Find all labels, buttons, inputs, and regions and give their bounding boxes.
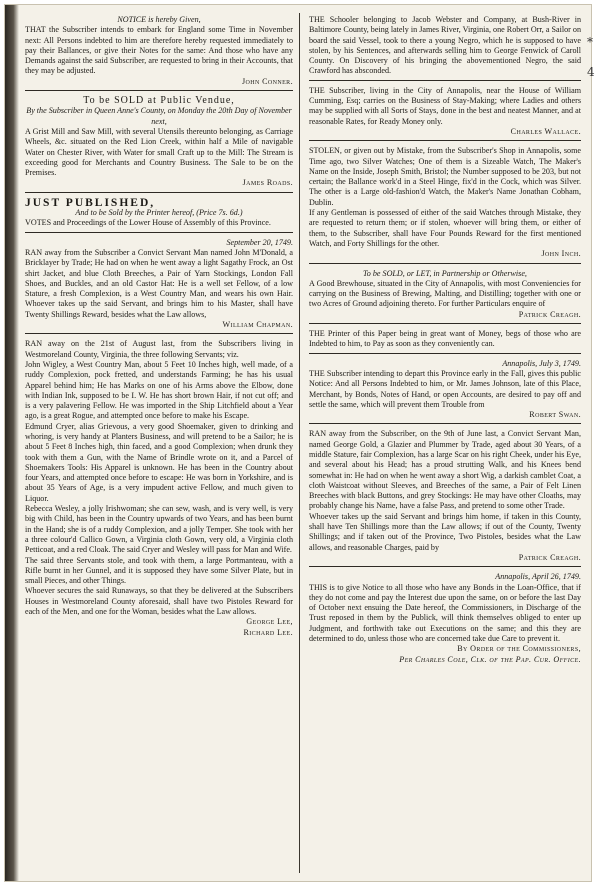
right-column <box>309 13 581 671</box>
margin-mark: 4 <box>587 65 595 79</box>
runaway-ad-mcdonald <box>25 236 293 335</box>
mill-sale-ad <box>25 94 293 193</box>
ad-headline: JUST PUBLISHED, <box>25 196 156 209</box>
ad-subtitle: By the Subscriber in Queen Anne's County, on Monday the 20th Day of November next, <box>26 106 292 126</box>
ad-date: Annapolis, April 26, 1749. <box>495 572 581 582</box>
ad-signature: Charles Wallace. <box>510 126 581 136</box>
column-divider <box>299 13 300 873</box>
runaway-ad-virginia <box>25 337 293 641</box>
ad-body: Whoever takes up the said Servant and brings him home, if taken in this County, shall have Ten Shillings more than the Law allows; if out of the County, Twenty Shillings; and if taken out of the Province, Two Pistoles, besides what the Law allows, and reasonable Charges, paid by <box>309 511 581 552</box>
publication-ad <box>25 196 293 233</box>
page-binding-edge <box>5 5 19 881</box>
ad-body: STOLEN, or given out by Mistake, from the Subscriber's Shop in Annapolis, some Time ago, two Silver Watches; One of them is a Sizeable Watch, The Maker's Name on the Inside, Joseph Smith, Bristol; the Number supposed to be 203, but not certain; the Ballance work'd in a Steel Hinge, fix'd in the Cock, which was Silver. The other is a Large old-fashion'd Watch, the Maker's Name Jonathan Cobham, Dublin. <box>309 146 581 207</box>
ad-signature: John Inch. <box>541 249 581 259</box>
ad-signature: By Order of the Commissioners, <box>457 644 581 654</box>
printer-notice-ad <box>309 327 581 354</box>
ad-signature: George Lee, <box>246 617 293 627</box>
departure-notice-ad <box>309 357 581 425</box>
ad-signature: James Roads. <box>242 178 293 188</box>
ad-body: THE Schooler belonging to Jacob Webster and Company, at Bush-River in Baltimore County, being lately in James River, Virginia, one Robert Orr, a Sailor on board the said Vessel, took to there a young Negro, which he is supposed to have stolen, by his Sentences, and afterwards selling him to George Fenwick of Caroll County. On Discovery of his bringing the abovementioned Negro, the said Crawford has absconded. <box>309 15 581 76</box>
ad-body: If any Gentleman is possessed of either of the said Watches through Mistake, they are requested to return them; or if stolen, whoever will bring them, or either of them, to the Subscriber, shall have Four Pounds Reward for the first mentioned Watch, and Forty Shillings for the other. <box>309 208 581 248</box>
runaway-ad-gold <box>309 427 581 567</box>
ad-body: THAT the Subscriber intends to embark for England some Time in November next: All Persons indebted to him are therefore hereby requested immediately to pay their Ballances, or give their Notes for the same: And those who have any Demands against the said Subscriber, are requested to bring in their Accounts, that they may be adjusted. <box>25 25 293 76</box>
margin-mark: * <box>587 35 593 49</box>
stay-maker-ad <box>309 84 581 141</box>
schooner-ad <box>309 13 581 81</box>
ad-subtitle: And to be Sold by the Printer hereof, (Price 7s. 6d.) <box>75 208 243 218</box>
ad-signature: Patrick Creagh. <box>518 552 581 562</box>
ad-title: NOTICE is hereby Given, <box>117 15 201 24</box>
stolen-watches-ad <box>309 144 581 263</box>
ad-signature: Richard Lee. <box>243 627 293 637</box>
ad-date: September 20, 1749. <box>226 237 293 247</box>
ad-body: RAN away on the 21st of August last, from the Subscribers living in Westmoreland County, Virginia, the three following Servants; viz. <box>25 339 293 359</box>
ad-body: A Good Brewhouse, situated in the City of Annapolis, with most Conveniencies for carrying on the Business of Brewing, Malting, and Distilling; together with one or two Acres of Ground adjoining thereto. For further Particulars enquire of <box>309 278 581 309</box>
ad-title: To be SOLD at Public Vendue, <box>83 95 235 107</box>
ad-body: RAN away from the Subscriber, on the 9th of June last, a Convict Servant Man, named George Gold, a Glazier and Plummer by Trade, aged about 30 Years, of a middle Stature, fair Complexion, has a large Scar on his right Cheek, under his Eye, and several about his Head; has a proud strutting Walk, and his Knees bend somewhat in: He had on when he went away a short Wig, a darkish camblet Coat, a cloth Waistcoat without Sleeves, and Breeches of the same, a Pair of Felt Linen Breeches with black Buttons, and grey Stockings: He may have other Cloaths, may probably change his Name, have a false Pass, and pretend to some other Trade. <box>309 429 581 511</box>
ad-signature: William Chapman. <box>222 320 293 330</box>
ad-body: John Wigley, a West Country Man, about 5 Feet 10 Inches high, well made, of a ruddy Complexion, pock fretted, and understands Farming; he has his usual Apparel behind him; He has Marks on one of his Arms above the Elbow, done with Indian Ink, supposed to be I. W. He has short brown Hair, if not cut off; and is a very palavering Fellow. He was imported in the Ship Litchfield about a Year ago, is a great Rogue, and attempted once before to make his Escape. <box>25 359 293 421</box>
brewhouse-ad <box>309 267 581 324</box>
ad-body: THE Printer of this Paper being in great want of Money, begs of those who are Indebted to him, to Pay as soon as they conveniently can. <box>309 329 581 349</box>
newspaper-page <box>4 4 595 882</box>
ad-body: THE Subscriber intending to depart this Province early in the Fall, gives this public Notice: And all Persons Indebted to him, or Mr. James Johnson, late of this Place, Merchant, by Bonds, Notes of Hand, or open Accounts, are desired to pay off and settle the same, which will prevent them Trouble from <box>309 368 581 409</box>
ad-body: VOTES and Proceedings of the Lower House of Assembly of this Province. <box>25 218 271 228</box>
ad-signature: Per Charles Cole, Clk. of the Pap. Cur. Office. <box>399 654 581 664</box>
ad-body: THE Subscriber, living in the City of Annapolis, near the House of William Cumming, Esq; carries on the Business of Stay-Making; where Ladies and others may be supplied with all Sorts of Stays, done in the best and neatest Manner, and at reasonable Rates, for Ready Money only. <box>309 85 581 126</box>
ad-body: The said three Servants stole, and took with them, a large Portmanteau, with a Rifle burnt in her Gunnel, and it is supposed they have some Silver Plate, but in small Pieces, and other Things. <box>25 555 293 586</box>
ad-body: Whoever secures the said Runaways, so that they be delivered at the Subscribers Houses in Westmoreland County aforesaid, shall have two Pistoles Reward for each of the Men, and one for the Woman, besides what the Law allows. <box>25 586 293 617</box>
ad-body: THIS is to give Notice to all those who have any Bonds in the Loan-Office, that if they do not come and pay the Interest due upon the same, on or before the last Day of October next ensuing the Date hereof, the Commissioners, in Discharge of the Trust reposed in them by the Publick, will think themselves obliged to enter up Judgment, and forthwith take out Executions on the same; and this they are determined to do, unless those who are concerned take due Care to prevent it. <box>309 582 581 644</box>
ad-body: Rebecca Wesley, a jolly Irishwoman; she can sew, wash, and is very well, is very big with Child, has been in the Country upwards of two Years, and has been burnt in the Hand; she is of a ruddy Complexion, and a jolly Temper. She took with her a three colour'd Callico Gown, a Virginia cloth Gown, very old, a Virginia cloth Petticoat, and a red Cloak. The said Cryer and Wesley will pass for Man and Wife. <box>25 504 293 555</box>
ad-signature: Robert Swan. <box>529 410 581 420</box>
ad-signature: John Conner. <box>241 76 293 86</box>
loan-office-ad <box>309 570 581 668</box>
ad-body: RAN away from the Subscriber a Convict Servant Man named John M'Donald, a Bricklayer by Trade; He had on when he went away a light Sagathy Frock, an Ost shirt Jacket, and blue Cloth Breeches, a Pair of Yarn Stockings, London Fall Shoes, and Buckles, and an old Castor Hat: He is a well set Fellow, of a low Stature, a fresh Complexion, is a West Country Man, and wears his own Hair. Whoever takes up the said Servant, and brings him to his Master, shall have Twenty Shillings Reward, besides what the Law allows, <box>25 247 293 319</box>
ad-body: A Grist Mill and Saw Mill, with several Utensils thereunto belonging, as Carriage Wheels, &c. situated on the Red Lion Creek, within half a Mile of navigable Water on Chester River, with Water for small Craft up to the Mill: The Stream is exceeding good for Merchants and Country Business. The Sale to be on the Premises. <box>25 126 293 178</box>
left-column <box>25 13 293 644</box>
ad-title: To be SOLD, or LET, in Partnership or Otherwise, <box>363 268 527 278</box>
ad-signature: Patrick Creagh. <box>518 309 581 319</box>
notice-ad <box>25 13 293 91</box>
ad-body: Edmund Cryer, alias Grievous, a very good Shoemaker, given to drinking and whoring, is very handy at Planters Business, and will pretend to be a Sailor; he is about 5 Feet 8 Inches high, thin faced, and a good Complexion; when drunk they took with them a Gun, with the Name of Brindle wrote on it, and a Parcel of Shoemakers Tools: His Apparel is unknown. He has been in the Country about four Years, and attempted once before to escape: He was born in Yorkshire, and is about 35 Years of Age, is a very impudent active Fellow, and much given to Liquor. <box>25 421 293 503</box>
ad-date: Annapolis, July 3, 1749. <box>502 358 581 368</box>
